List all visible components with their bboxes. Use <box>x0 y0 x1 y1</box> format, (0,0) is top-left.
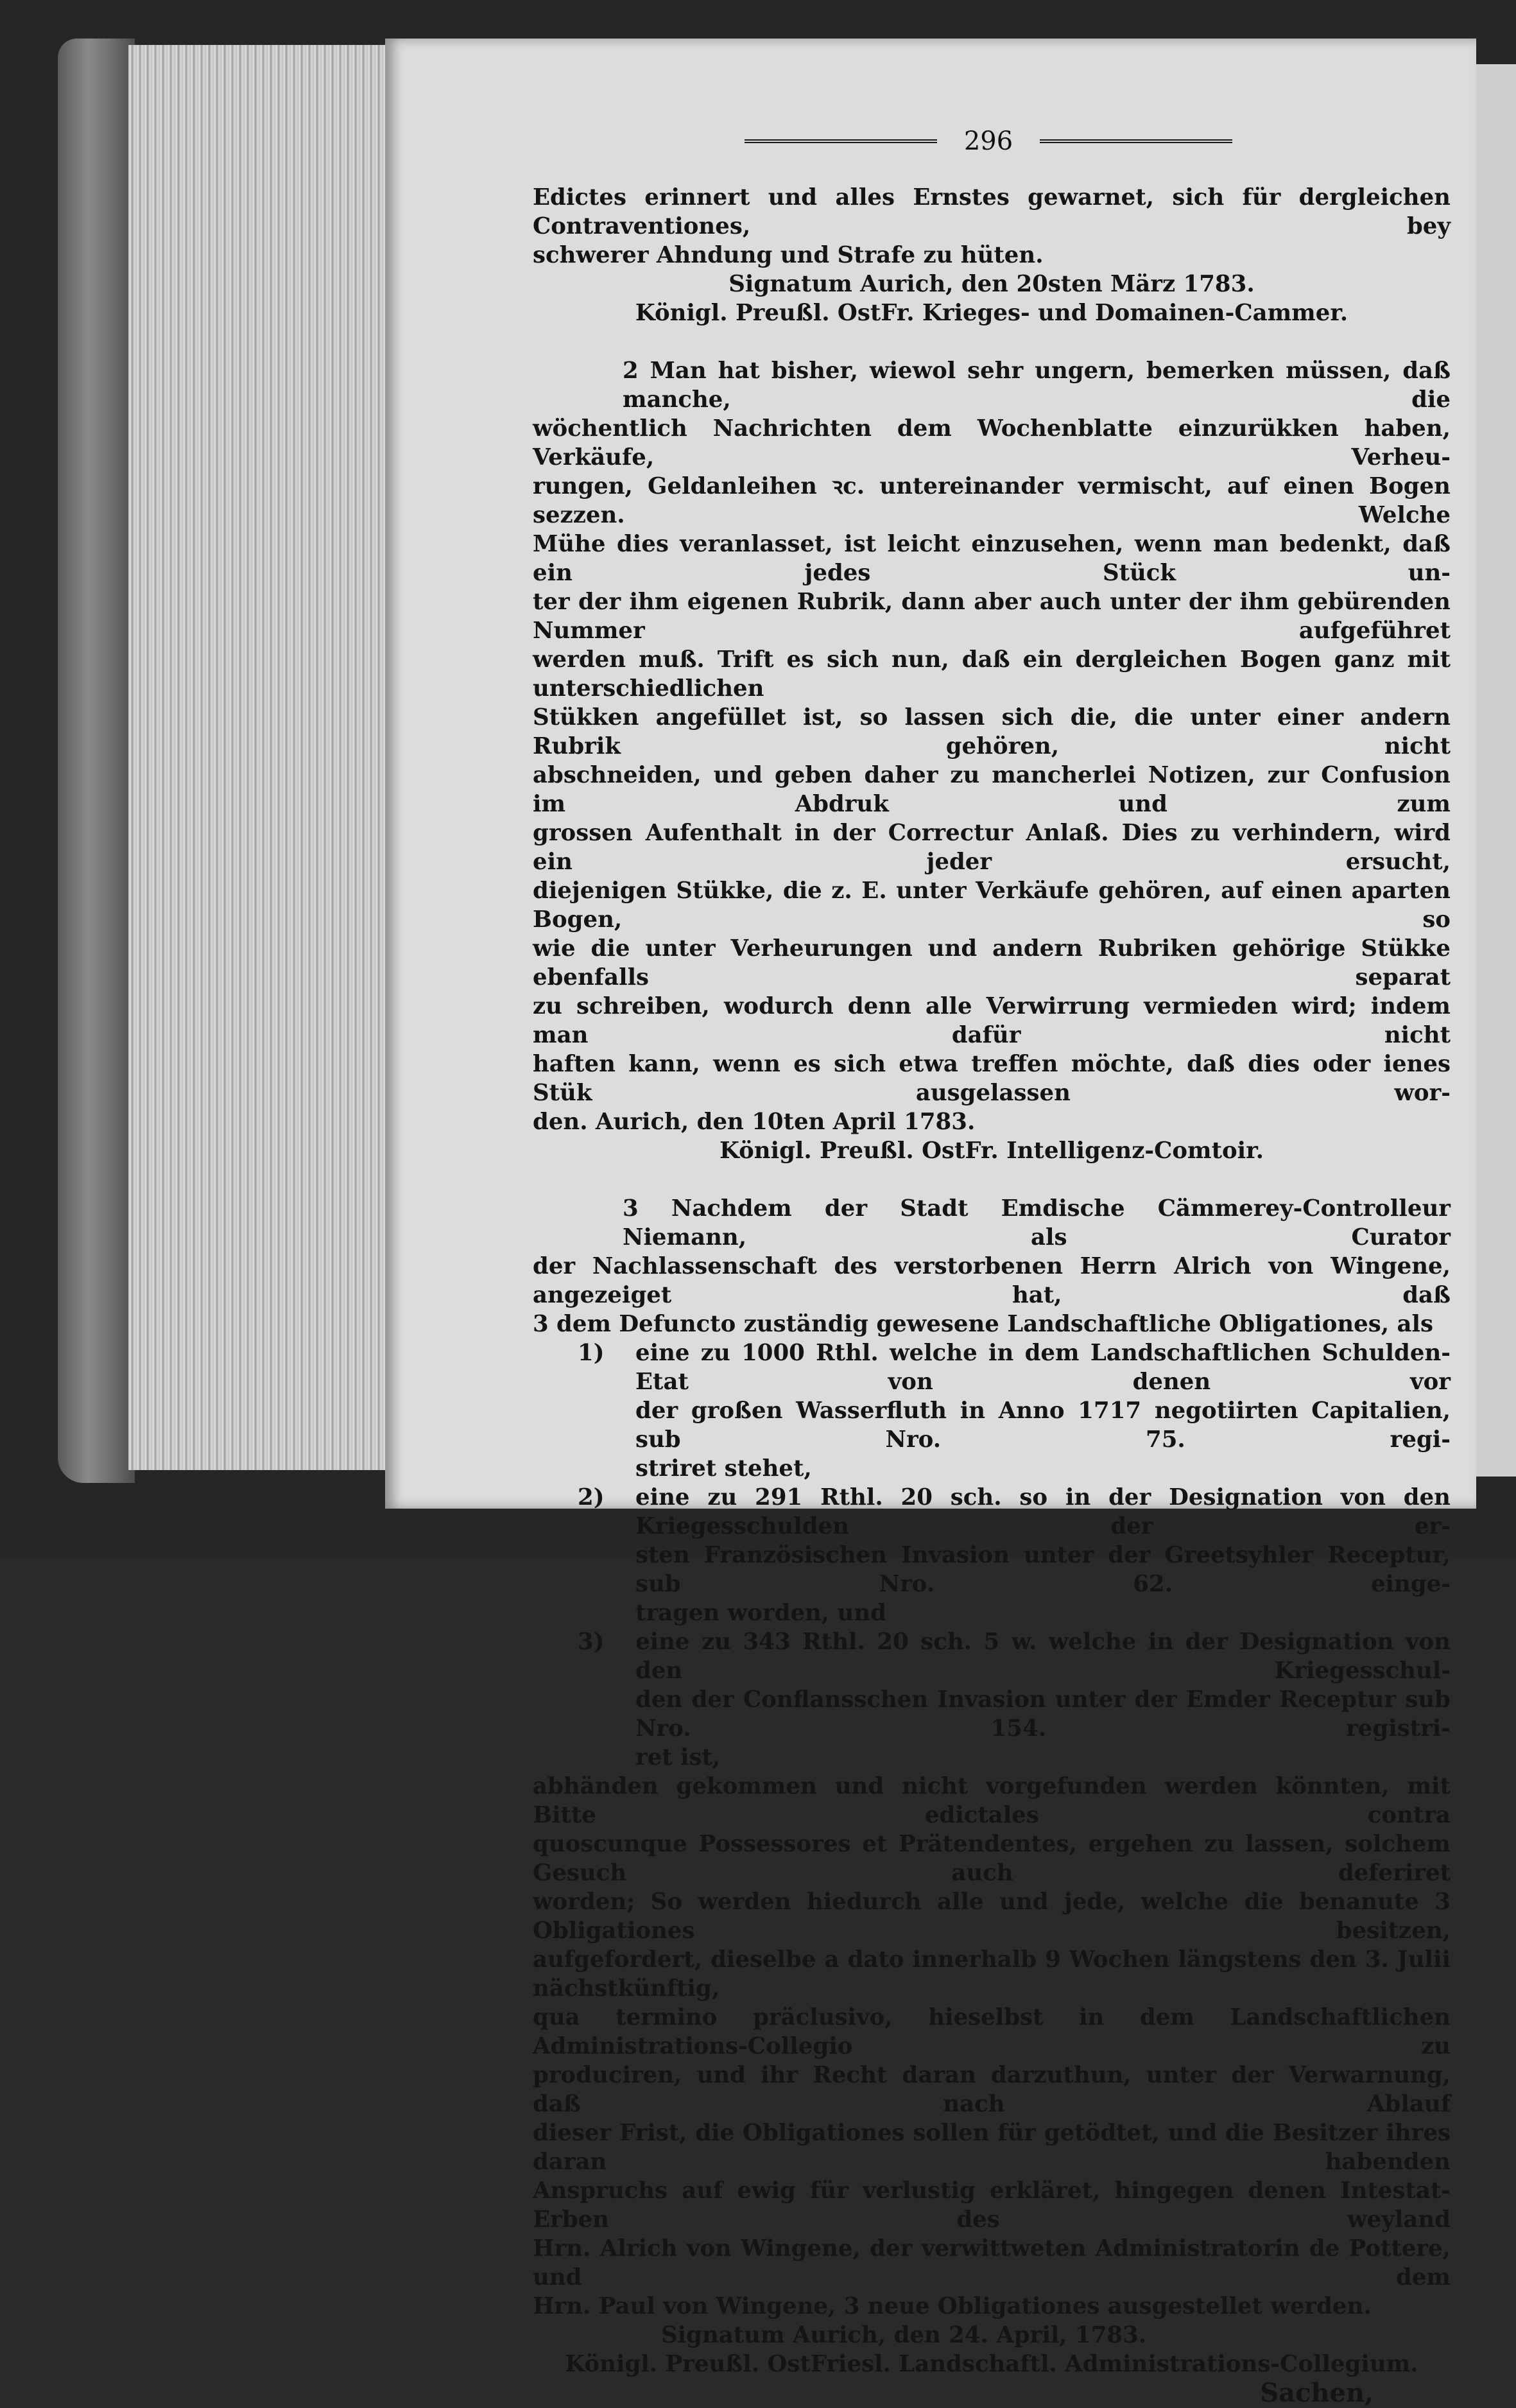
catchword: Sachen, <box>1260 2378 1374 2408</box>
text-line: Anspruchs auf ewig für verlustig erkläret, hingegen denen Intestat-Erben des weyland <box>533 2178 1451 2233</box>
text-line: eine zu 343 Rthl. 20 sch. 5 w. welche in der Designation von den Kriegesschul- <box>635 1629 1451 1684</box>
item-number: 1) <box>578 1340 605 1366</box>
text-line: tragen worden, und <box>635 1600 887 1626</box>
paragraph-start: 2 Man hat bisher, wiewol sehr ungern, bemerken müssen, daß manche, die <box>623 358 1451 413</box>
signature-line: Königl. Preußl. OstFr. Intelligenz-Comtoir. <box>719 1138 1264 1164</box>
header-rule-right <box>1040 139 1232 143</box>
text-line: eine zu 1000 Rthl. welche in dem Landschaftlichen Schulden-Etat von denen vor <box>635 1340 1451 1395</box>
text-line: abschneiden, und geben daher zu mancherlei Notizen, zur Confusion im Abdruk und zum <box>533 762 1451 817</box>
text-line: schwerer Ahndung und Strafe zu hüten. <box>533 242 1044 268</box>
text-line: aufgefordert, dieselbe a dato innerhalb 9 Wochen längstens den 3. Julii nächstkünftig, <box>533 1946 1451 2002</box>
text-line: dieser Frist, die Obligationes sollen für getödtet, und die Besitzer ihres daran habenden <box>533 2120 1451 2175</box>
text-line: striret stehet, <box>635 1455 812 1482</box>
item-number: 3) <box>578 1629 605 1655</box>
text-line: eine zu 291 Rthl. 20 sch. so in der Designation von den Kriegesschulden der er- <box>635 1484 1451 1539</box>
text-line: produciren, und ihr Recht daran darzuthun, unter der Verwarnung, daß nach Ablauf <box>533 2062 1451 2117</box>
text-line: haften kann, wenn es sich etwa treffen möchte, daß dies oder ienes Stük ausgelassen wor- <box>533 1051 1451 1106</box>
text-line: der Nachlassenschaft des verstorbenen Herrn Alrich von Wingene, angezeiget hat, daß <box>533 1253 1451 1308</box>
text-line: ret ist, <box>635 1744 721 1771</box>
text-line: wöchentlich Nachrichten dem Wochenblatte einzurükken haben, Verkäufe, Verheu- <box>533 415 1451 471</box>
list-item <box>578 1483 1451 1627</box>
text-line: den. Aurich, den 10ten April 1783. <box>533 1109 976 1135</box>
dateline: Signatum Aurich, den 24. April, 1783. <box>661 2322 1147 2348</box>
text-line: Hrn. Paul von Wingene, 3 neue Obligationes ausgestellet werden. <box>533 2293 1372 2319</box>
header-rule-left <box>745 139 937 143</box>
text-line: Edictes erinnert und alles Ernstes gewarnet, sich für dergleichen Contraventiones, bey <box>533 184 1451 239</box>
page-number: 296 <box>963 126 1013 156</box>
text-line: diejenigen Stükke, die z. E. unter Verkäufe gehören, auf einen aparten Bogen, so <box>533 878 1451 933</box>
text-line: quoscunque Possessores et Prätendentes, ergehen zu lassen, solchem Gesuch auch deferiret <box>533 1831 1451 1886</box>
text-line: den der Conflansschen Invasion unter der Emder Receptur sub Nro. 154. registri- <box>635 1686 1451 1742</box>
text-line: rungen, Geldanleihen ꝛc. untereinander vermischt, auf einen Bogen sezzen. Welche <box>533 473 1451 528</box>
page-header <box>745 125 1232 157</box>
text-line: werden muß. Trift es sich nun, daß ein dergleichen Bogen ganz mit unterschiedlichen <box>533 646 1451 702</box>
dateline: Signatum Aurich, den 20sten März 1783. <box>728 271 1255 297</box>
text-line: Mühe dies veranlasset, ist leicht einzusehen, wenn man bedenkt, daß ein jedes Stück un- <box>533 531 1451 586</box>
text-line: Stükken angefüllet ist, so lassen sich die, die unter einer andern Rubrik gehören, nicht <box>533 704 1451 759</box>
next-page-edge <box>1476 64 1516 1477</box>
list-item <box>578 1627 1451 1772</box>
book-cover <box>58 39 135 1483</box>
text-line: 3 dem Defuncto zuständig gewesene Landschaftliche Obligationes, als <box>533 1311 1433 1337</box>
text-line: qua termino präclusivo, hieselbst in dem Landschaftlichen Administrations-Collegio zu <box>533 2004 1451 2059</box>
text-line: grossen Aufenthalt in der Correctur Anlaß. Dies zu verhindern, wird ein jeder ersucht, <box>533 820 1451 875</box>
text-line: wie die unter Verheurungen und andern Rubriken gehörige Stükke ebenfalls separat <box>533 935 1451 991</box>
signature-line: Königl. Preußl. OstFr. Krieges- und Domainen-Cammer. <box>635 300 1348 326</box>
paragraph-start: 3 Nachdem der Stadt Emdische Cämmerey-Controlleur Niemann, als Curator <box>623 1195 1451 1251</box>
page-text <box>533 183 1451 2407</box>
signature-line: Königl. Preußl. OstFriesl. Landschaftl. Administrations-Collegium. <box>565 2351 1418 2377</box>
text-line: zu schreiben, wodurch denn alle Verwirrung vermieden wird; indem man dafür nicht <box>533 993 1451 1048</box>
text-line: ter der ihm eigenen Rubrik, dann aber auch unter der ihm gebürenden Nummer aufgeführet <box>533 589 1451 644</box>
text-line: abhänden gekommen und nicht vorgefunden werden könnten, mit Bitte edictales contra <box>533 1773 1451 1828</box>
item-number: 2) <box>578 1484 605 1511</box>
list-item <box>578 1338 1451 1483</box>
text-line: der großen Wasserfluth in Anno 1717 negotiirten Capitalien, sub Nro. 75. regi- <box>635 1398 1451 1453</box>
text-line: Hrn. Alrich von Wingene, der verwittweten Administratorin de Pottere, und dem <box>533 2235 1451 2291</box>
page-edges <box>128 45 398 1470</box>
text-line: sten Französischen Invasion unter der Greetsyhler Receptur, sub Nro. 62. einge- <box>635 1542 1451 1597</box>
text-line: worden; So werden hiedurch alle und jede, welche die benanute 3 Obligationes besitzen, <box>533 1889 1451 1944</box>
